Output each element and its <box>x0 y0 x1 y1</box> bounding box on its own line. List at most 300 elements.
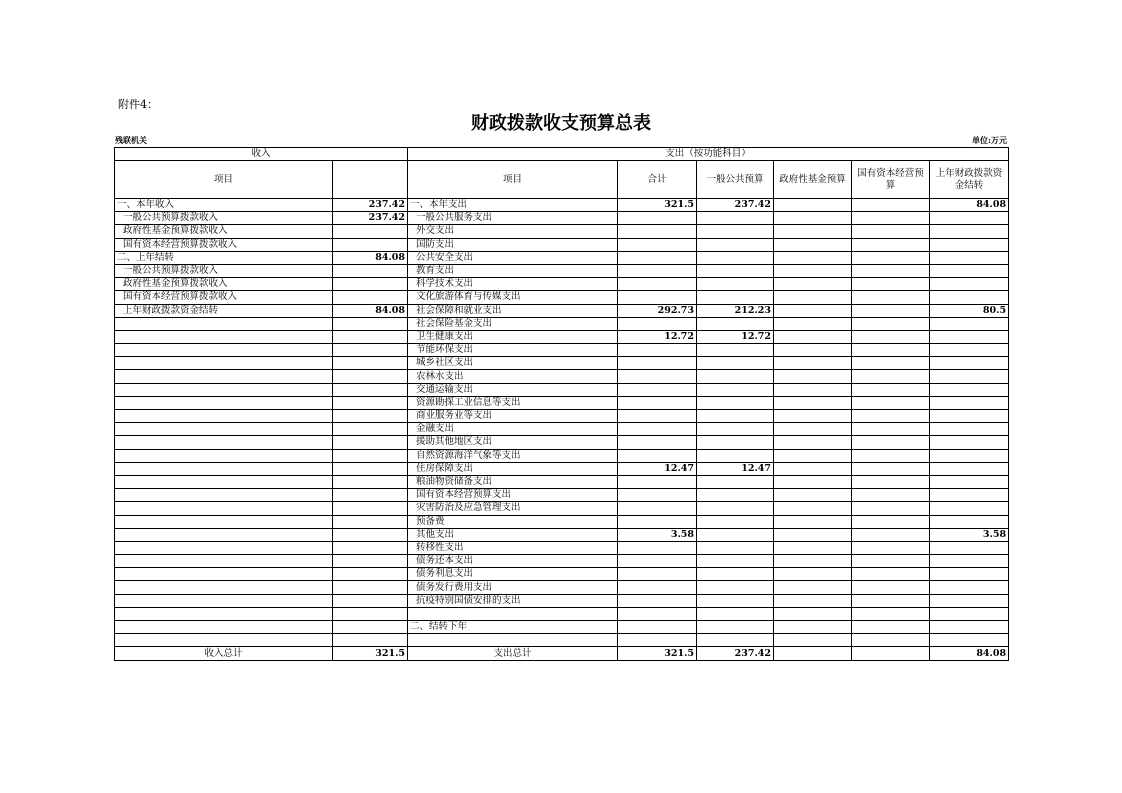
table-row <box>115 199 1009 212</box>
prev-carryover-cell <box>930 291 1009 304</box>
income-item-cell <box>115 449 333 462</box>
general-budget-cell: 237.42 <box>697 199 774 212</box>
income-amount-cell <box>333 436 408 449</box>
gov-fund-cell <box>774 436 852 449</box>
expense-total-cell <box>618 357 697 370</box>
state-capital-cell <box>852 568 930 581</box>
income-amount-cell <box>333 370 408 383</box>
table-row <box>115 555 1009 568</box>
table-row <box>115 581 1009 594</box>
income-amount-cell <box>333 594 408 607</box>
income-total-value: 321.5 <box>333 647 408 661</box>
expense-item-cell: 教育支出 <box>408 264 618 277</box>
income-item-cell: 二、上年结转 <box>115 251 333 264</box>
header-row-groups <box>115 148 1009 161</box>
income-amount-cell <box>333 264 408 277</box>
gov-fund-cell <box>774 370 852 383</box>
expense-total-cell <box>618 449 697 462</box>
gov-fund-cell <box>774 225 852 238</box>
expense-item-cell: 国防支出 <box>408 238 618 251</box>
general-budget-cell <box>697 449 774 462</box>
expense-total-cell <box>618 291 697 304</box>
income-item-cell <box>115 344 333 357</box>
income-amount-cell <box>333 621 408 634</box>
income-amount-cell <box>333 344 408 357</box>
table-row <box>115 383 1009 396</box>
table-row <box>115 304 1009 317</box>
gov-fund-cell <box>774 396 852 409</box>
gov-fund-cell <box>774 594 852 607</box>
income-amount-header <box>333 161 408 199</box>
expense-total-label: 支出总计 <box>408 647 618 661</box>
income-total-label: 收入总计 <box>115 647 333 661</box>
expense-item-cell: 粮油物资储备支出 <box>408 475 618 488</box>
table-row <box>115 607 1009 620</box>
expense-total-cell <box>618 251 697 264</box>
table-row <box>115 225 1009 238</box>
expense-item-cell: 转移性支出 <box>408 541 618 554</box>
expense-item-cell: 二、结转下年 <box>408 621 618 634</box>
prev-carryover-cell <box>930 541 1009 554</box>
expense-item-cell: 抗疫特别国债安排的支出 <box>408 594 618 607</box>
table-row <box>115 264 1009 277</box>
expense-total-cell <box>618 555 697 568</box>
income-amount-cell <box>333 607 408 620</box>
totals-row <box>115 647 1009 661</box>
income-amount-cell <box>333 410 408 423</box>
table-row <box>115 238 1009 251</box>
income-amount-cell: 237.42 <box>333 212 408 225</box>
general-budget-cell <box>697 621 774 634</box>
general-budget-cell <box>697 502 774 515</box>
expense-total-cell <box>618 436 697 449</box>
expense-total-cell <box>618 264 697 277</box>
gov-fund-cell <box>774 238 852 251</box>
income-amount-cell <box>333 291 408 304</box>
general-budget-cell <box>697 278 774 291</box>
expense-item-cell: 商业服务业等支出 <box>408 410 618 423</box>
income-item-cell <box>115 383 333 396</box>
gov-fund-cell <box>774 291 852 304</box>
general-total-value: 237.42 <box>697 647 774 661</box>
prev-carryover-cell <box>930 251 1009 264</box>
prev-carryover-cell <box>930 212 1009 225</box>
prev-carryover-cell <box>930 449 1009 462</box>
gov-fund-cell <box>774 344 852 357</box>
state-capital-cell <box>852 423 930 436</box>
income-item-cell <box>115 621 333 634</box>
table-row <box>115 462 1009 475</box>
general-budget-cell: 212.23 <box>697 304 774 317</box>
expense-total-cell: 292.73 <box>618 304 697 317</box>
prev-carryover-cell <box>930 568 1009 581</box>
general-budget-cell <box>697 225 774 238</box>
expense-item-cell: 城乡社区支出 <box>408 357 618 370</box>
expense-total-cell <box>618 489 697 502</box>
expense-item-cell: 一、本年支出 <box>408 199 618 212</box>
state-capital-cell <box>852 304 930 317</box>
state-capital-cell <box>852 607 930 620</box>
state-capital-cell <box>852 449 930 462</box>
prev-carryover-cell <box>930 330 1009 343</box>
table-row <box>115 357 1009 370</box>
table-row <box>115 436 1009 449</box>
income-item-cell <box>115 410 333 423</box>
general-budget-cell <box>697 291 774 304</box>
income-item-cell: 政府性基金预算拨款收入 <box>115 225 333 238</box>
general-budget-cell <box>697 489 774 502</box>
income-amount-cell <box>333 396 408 409</box>
prev-carryover-cell <box>930 370 1009 383</box>
table-row <box>115 278 1009 291</box>
gov-fund-cell <box>774 607 852 620</box>
prev-carryover-cell <box>930 383 1009 396</box>
expense-item-cell: 债务利息支出 <box>408 568 618 581</box>
income-amount-cell <box>333 555 408 568</box>
expense-total-value: 321.5 <box>618 647 697 661</box>
prev-carryover-cell <box>930 475 1009 488</box>
gov-fund-cell <box>774 475 852 488</box>
gov-fund-cell <box>774 251 852 264</box>
state-capital-cell <box>852 238 930 251</box>
expense-item-cell: 资源勘探工业信息等支出 <box>408 396 618 409</box>
income-item-cell <box>115 330 333 343</box>
prev-carryover-cell <box>930 344 1009 357</box>
income-item-cell <box>115 462 333 475</box>
expense-item-cell: 其他支出 <box>408 528 618 541</box>
gov-fund-cell <box>774 515 852 528</box>
general-budget-cell <box>697 264 774 277</box>
income-amount-cell: 84.08 <box>333 304 408 317</box>
unit-label: 单位:万元 <box>972 135 1007 145</box>
expense-item-cell: 交通运输支出 <box>408 383 618 396</box>
table-row <box>115 251 1009 264</box>
general-budget-cell <box>697 607 774 620</box>
prev-carryover-cell <box>930 489 1009 502</box>
prev-carryover-cell <box>930 264 1009 277</box>
income-item-cell <box>115 370 333 383</box>
gov-fund-cell <box>774 317 852 330</box>
expense-total-cell <box>618 634 697 647</box>
table-row <box>115 515 1009 528</box>
income-item-cell <box>115 555 333 568</box>
expense-item-cell: 社会保险基金支出 <box>408 317 618 330</box>
general-budget-cell <box>697 370 774 383</box>
income-item-cell <box>115 607 333 620</box>
expense-item-cell: 自然资源海洋气象等支出 <box>408 449 618 462</box>
expense-item-cell: 债务发行费用支出 <box>408 581 618 594</box>
income-amount-cell <box>333 515 408 528</box>
gov-fund-cell <box>774 383 852 396</box>
prev-carryover-cell <box>930 410 1009 423</box>
state-capital-cell <box>852 278 930 291</box>
state-capital-cell <box>852 555 930 568</box>
general-budget-cell <box>697 475 774 488</box>
gov-fund-cell <box>774 199 852 212</box>
expense-total-cell <box>618 370 697 383</box>
gov-fund-cell <box>774 568 852 581</box>
general-budget-cell <box>697 344 774 357</box>
expense-item-header: 项目 <box>408 161 618 199</box>
gov-fund-cell <box>774 264 852 277</box>
expense-total-cell <box>618 238 697 251</box>
table-row <box>115 594 1009 607</box>
income-amount-cell <box>333 330 408 343</box>
budget-table <box>114 147 1009 661</box>
income-item-cell <box>115 475 333 488</box>
income-item-cell <box>115 528 333 541</box>
table-row <box>115 370 1009 383</box>
expense-total-cell: 12.47 <box>618 462 697 475</box>
state-capital-cell <box>852 251 930 264</box>
expense-item-cell: 社会保障和就业支出 <box>408 304 618 317</box>
gov-fund-cell <box>774 449 852 462</box>
table-row <box>115 541 1009 554</box>
expense-item-cell: 科学技术支出 <box>408 278 618 291</box>
general-budget-cell <box>697 396 774 409</box>
state-capital-cell <box>852 594 930 607</box>
state-capital-cell <box>852 396 930 409</box>
expense-total-cell <box>618 344 697 357</box>
expense-item-cell: 卫生健康支出 <box>408 330 618 343</box>
expense-item-cell <box>408 607 618 620</box>
general-budget-cell <box>697 238 774 251</box>
expense-total-cell <box>618 594 697 607</box>
gov-fund-cell <box>774 541 852 554</box>
table-row <box>115 621 1009 634</box>
expense-item-cell: 金融支出 <box>408 423 618 436</box>
income-group-header: 收入 <box>115 148 408 161</box>
state-capital-cell <box>852 528 930 541</box>
table-row <box>115 410 1009 423</box>
state-capital-total-value <box>852 647 930 661</box>
expense-total-cell <box>618 502 697 515</box>
table-row <box>115 475 1009 488</box>
income-amount-cell: 84.08 <box>333 251 408 264</box>
income-amount-cell <box>333 278 408 291</box>
general-budget-cell <box>697 423 774 436</box>
income-item-cell <box>115 489 333 502</box>
general-budget-header: 一般公共预算 <box>697 161 774 199</box>
gov-fund-cell <box>774 410 852 423</box>
expense-item-cell <box>408 634 618 647</box>
income-amount-cell: 237.42 <box>333 199 408 212</box>
income-amount-cell <box>333 462 408 475</box>
expense-total-cell <box>618 541 697 554</box>
expense-item-cell: 公共安全支出 <box>408 251 618 264</box>
income-amount-cell <box>333 383 408 396</box>
prev-carryover-cell: 3.58 <box>930 528 1009 541</box>
gov-fund-cell <box>774 423 852 436</box>
expense-total-cell <box>618 212 697 225</box>
general-budget-cell <box>697 581 774 594</box>
income-item-cell: 国有资本经营预算拨款收入 <box>115 238 333 251</box>
gov-fund-cell <box>774 634 852 647</box>
expense-total-cell <box>618 581 697 594</box>
income-amount-cell <box>333 423 408 436</box>
expense-total-cell <box>618 515 697 528</box>
prev-carryover-cell <box>930 317 1009 330</box>
state-capital-header: 国有资本经营预算 <box>852 161 930 199</box>
prev-carryover-cell <box>930 423 1009 436</box>
gov-fund-cell <box>774 462 852 475</box>
state-capital-cell <box>852 212 930 225</box>
expense-item-cell: 国有资本经营预算支出 <box>408 489 618 502</box>
income-amount-cell <box>333 502 408 515</box>
income-item-cell <box>115 396 333 409</box>
expense-total-cell <box>618 423 697 436</box>
table-row <box>115 291 1009 304</box>
general-budget-cell <box>697 212 774 225</box>
state-capital-cell <box>852 581 930 594</box>
income-item-cell <box>115 541 333 554</box>
total-header: 合计 <box>618 161 697 199</box>
expense-total-cell: 321.5 <box>618 199 697 212</box>
gov-fund-cell <box>774 621 852 634</box>
prev-carryover-cell <box>930 396 1009 409</box>
expense-total-cell <box>618 317 697 330</box>
general-budget-cell <box>697 251 774 264</box>
expense-item-cell: 文化旅游体育与传媒支出 <box>408 291 618 304</box>
state-capital-cell <box>852 370 930 383</box>
general-budget-cell <box>697 594 774 607</box>
state-capital-cell <box>852 383 930 396</box>
general-budget-cell <box>697 515 774 528</box>
table-row <box>115 568 1009 581</box>
income-amount-cell <box>333 528 408 541</box>
state-capital-cell <box>852 462 930 475</box>
state-capital-cell <box>852 436 930 449</box>
state-capital-cell <box>852 199 930 212</box>
income-amount-cell <box>333 475 408 488</box>
prev-carryover-cell <box>930 634 1009 647</box>
expense-total-cell <box>618 621 697 634</box>
expense-item-cell: 农林水支出 <box>408 370 618 383</box>
gov-fund-cell <box>774 528 852 541</box>
state-capital-cell <box>852 634 930 647</box>
gov-fund-total-value <box>774 647 852 661</box>
income-item-cell <box>115 436 333 449</box>
general-budget-cell <box>697 383 774 396</box>
prev-carryover-cell <box>930 555 1009 568</box>
expense-total-cell <box>618 396 697 409</box>
prev-carryover-cell <box>930 594 1009 607</box>
income-item-cell <box>115 594 333 607</box>
income-item-cell <box>115 423 333 436</box>
state-capital-cell <box>852 502 930 515</box>
state-capital-cell <box>852 225 930 238</box>
income-item-cell <box>115 357 333 370</box>
table-row <box>115 449 1009 462</box>
general-budget-cell <box>697 555 774 568</box>
income-item-cell <box>115 634 333 647</box>
expense-group-header: 支出（按功能科目） <box>408 148 1009 161</box>
state-capital-cell <box>852 291 930 304</box>
general-budget-cell <box>697 568 774 581</box>
expense-total-cell: 12.72 <box>618 330 697 343</box>
income-item-header: 项目 <box>115 161 333 199</box>
prev-carryover-cell <box>930 436 1009 449</box>
state-capital-cell <box>852 475 930 488</box>
prev-carryover-cell <box>930 462 1009 475</box>
prev-carryover-cell <box>930 607 1009 620</box>
gov-fund-cell <box>774 304 852 317</box>
gov-fund-cell <box>774 555 852 568</box>
expense-item-cell: 一般公共服务支出 <box>408 212 618 225</box>
gov-fund-cell <box>774 502 852 515</box>
income-amount-cell <box>333 634 408 647</box>
prev-carryover-header: 上年财政拨款资金结转 <box>930 161 1009 199</box>
table-row <box>115 317 1009 330</box>
gov-fund-cell <box>774 581 852 594</box>
income-amount-cell <box>333 238 408 251</box>
income-item-cell: 上年财政拨款资金结转 <box>115 304 333 317</box>
gov-fund-cell <box>774 489 852 502</box>
income-item-cell <box>115 317 333 330</box>
header-row-columns <box>115 161 1009 199</box>
state-capital-cell <box>852 264 930 277</box>
state-capital-cell <box>852 489 930 502</box>
expense-total-cell <box>618 568 697 581</box>
income-item-cell: 一般公共预算拨款收入 <box>115 212 333 225</box>
prev-carryover-cell <box>930 225 1009 238</box>
income-amount-cell <box>333 357 408 370</box>
expense-total-cell <box>618 225 697 238</box>
expense-item-cell: 援助其他地区支出 <box>408 436 618 449</box>
expense-item-cell: 债务还本支出 <box>408 555 618 568</box>
expense-total-cell <box>618 383 697 396</box>
table-row <box>115 330 1009 343</box>
expense-item-cell: 节能环保支出 <box>408 344 618 357</box>
prev-carryover-cell <box>930 357 1009 370</box>
income-amount-cell <box>333 568 408 581</box>
state-capital-cell <box>852 515 930 528</box>
state-capital-cell <box>852 357 930 370</box>
state-capital-cell <box>852 410 930 423</box>
prev-carryover-cell <box>930 515 1009 528</box>
table-row <box>115 528 1009 541</box>
general-budget-cell <box>697 357 774 370</box>
gov-fund-cell <box>774 278 852 291</box>
state-capital-cell <box>852 317 930 330</box>
attachment-label: 附件4： <box>118 98 158 111</box>
gov-fund-cell <box>774 357 852 370</box>
page-title: 财政拨款收支预算总表 <box>471 113 651 134</box>
table-row <box>115 344 1009 357</box>
income-item-cell: 政府性基金预算拨款收入 <box>115 278 333 291</box>
prev-carryover-cell <box>930 278 1009 291</box>
expense-item-cell: 灾害防治及应急管理支出 <box>408 502 618 515</box>
gov-fund-cell <box>774 212 852 225</box>
expense-total-cell <box>618 475 697 488</box>
income-amount-cell <box>333 581 408 594</box>
income-item-cell: 一般公共预算拨款收入 <box>115 264 333 277</box>
table-row <box>115 423 1009 436</box>
table-row <box>115 396 1009 409</box>
state-capital-cell <box>852 621 930 634</box>
income-item-cell <box>115 568 333 581</box>
table-row <box>115 489 1009 502</box>
prev-carryover-total-value: 84.08 <box>930 647 1009 661</box>
state-capital-cell <box>852 541 930 554</box>
table-row <box>115 634 1009 647</box>
gov-fund-cell <box>774 330 852 343</box>
table-row <box>115 212 1009 225</box>
income-amount-cell <box>333 317 408 330</box>
general-budget-cell <box>697 541 774 554</box>
prev-carryover-cell: 80.5 <box>930 304 1009 317</box>
expense-total-cell <box>618 607 697 620</box>
